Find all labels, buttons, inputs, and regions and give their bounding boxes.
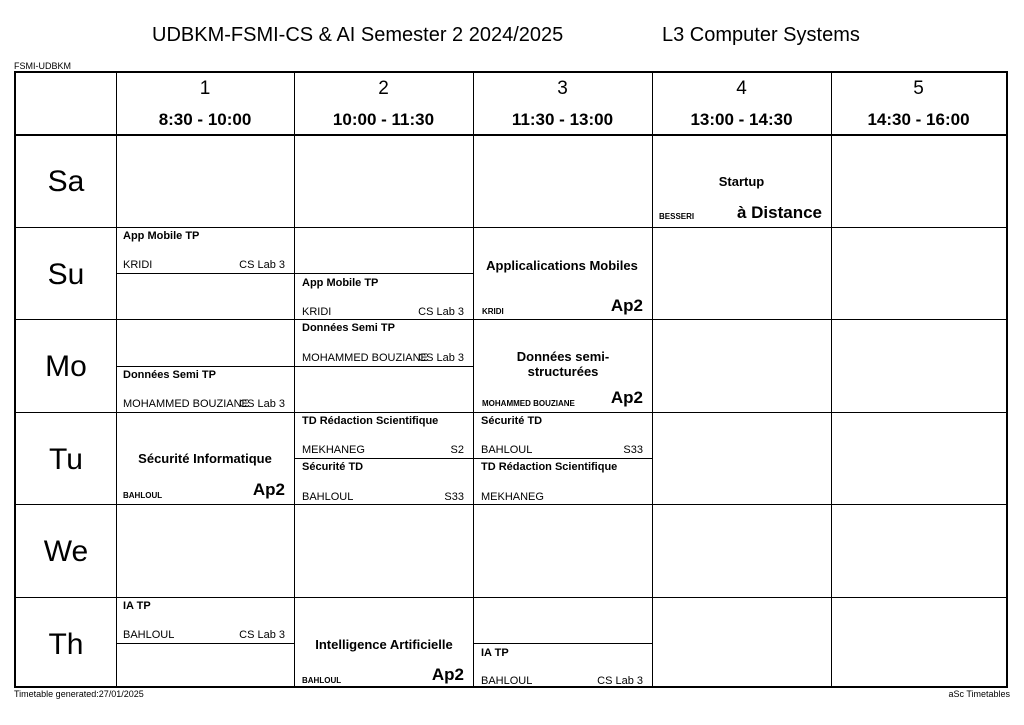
grid-hline [16,504,1006,505]
day-label: Th [48,628,84,661]
period-time: 10:00 - 11:30 [332,110,435,129]
lesson-room: Ap2 [252,480,285,499]
day-label: Tu [49,443,83,476]
day-label: Sa [47,165,85,198]
lesson-room: CS Lab 3 [239,629,285,641]
lesson-subject: Startup [718,174,765,189]
lesson-subject: App Mobile TP [302,277,379,289]
page-title: UDBKM-FSMI-CS & AI Semester 2 2024/2025 [152,24,564,46]
lesson-subject: Intelligence Artificielle [315,637,453,652]
period-number: 1 [199,78,211,99]
lesson-teacher: BAHLOUL [481,444,533,456]
period-number: 3 [557,78,568,99]
cell-split [473,458,652,459]
lesson-teacher: BESSERI [659,212,695,221]
lesson-subject: Sécurité TD [481,415,543,427]
day-label: We [43,535,89,568]
lesson-subject: Données semi-structurées [516,349,610,379]
period-time: 8:30 - 10:00 [158,110,252,129]
grid-hline [16,412,1006,413]
lesson-room: S33 [444,491,464,503]
grid-vline [473,73,474,686]
lesson-room: Ap2 [610,296,643,315]
grid-vline [294,73,295,686]
period-time: 11:30 - 13:00 [511,110,614,129]
brand-label: aSc Timetables [948,689,1010,699]
school-label: FSMI-UDBKM [14,61,71,71]
lesson-subject: Données Semi TP [302,322,395,334]
lesson-teacher: MEKHANEG [302,444,365,456]
lesson-room: CS Lab 3 [418,306,464,318]
lesson-teacher: BAHLOUL [302,676,342,685]
lesson-room: CS Lab 3 [418,352,464,364]
lesson-teacher: BAHLOUL [302,491,354,503]
class-title: L3 Computer Systems [662,24,860,46]
cell-split [294,366,473,367]
lesson-room: CS Lab 3 [239,398,285,410]
grid-vline [652,73,653,686]
lesson-teacher: BAHLOUL [481,675,533,687]
header-divider [16,134,1006,136]
period-number: 5 [913,78,924,99]
lesson-teacher: BAHLOUL [123,629,175,641]
lesson-subject: IA TP [481,647,509,659]
day-label: Mo [45,350,87,383]
lesson-subject: IA TP [123,600,151,612]
grid-vline [831,73,832,686]
grid-vline [116,73,117,686]
timetable-grid [14,71,1008,688]
period-time: 13:00 - 14:30 [690,110,793,129]
day-label: Su [47,258,85,291]
lesson-subject: Sécurité Informatique [138,451,272,466]
lesson-room: CS Lab 3 [597,675,643,687]
lesson-subject: TD Rédaction Scientifique [302,415,439,427]
lesson-teacher: KRIDI [302,306,332,318]
grid-hline [16,597,1006,598]
lesson-room: CS Lab 3 [239,259,285,271]
period-number: 4 [736,78,747,99]
cell-split [294,458,473,459]
lesson-room: S33 [623,444,643,456]
lesson-subject: App Mobile TP [123,230,200,242]
cell-split [116,273,294,274]
cell-split [116,366,294,367]
cell-split [116,643,294,644]
lesson-room: Ap2 [431,665,464,684]
lesson-teacher: MOHAMMED BOUZIANE [123,398,249,410]
grid-hline [16,227,1006,228]
generated-date: Timetable generated:27/01/2025 [14,689,144,699]
lesson-teacher: KRIDI [123,259,153,271]
lesson-subject: Données Semi TP [123,369,216,381]
lesson-room: Ap2 [610,388,643,407]
lesson-room: S2 [450,444,464,456]
lesson-subject: TD Rédaction Scientifique [481,461,618,473]
lesson-teacher: MEKHANEG [481,491,544,503]
cell-split [473,643,652,644]
lesson-subject: Applicalications Mobiles [486,258,638,273]
grid-hline [16,319,1006,320]
lesson-teacher: BAHLOUL [123,491,163,500]
cell-split [294,273,473,274]
period-time: 14:30 - 16:00 [867,110,970,129]
lesson-teacher: MOHAMMED BOUZIANE [482,399,575,408]
lesson-room: à Distance [736,203,822,222]
lesson-teacher: MOHAMMED BOUZIANE [302,352,428,364]
period-number: 2 [378,78,389,99]
lesson-teacher: KRIDI [482,307,504,316]
lesson-subject: Sécurité TD [302,461,364,473]
